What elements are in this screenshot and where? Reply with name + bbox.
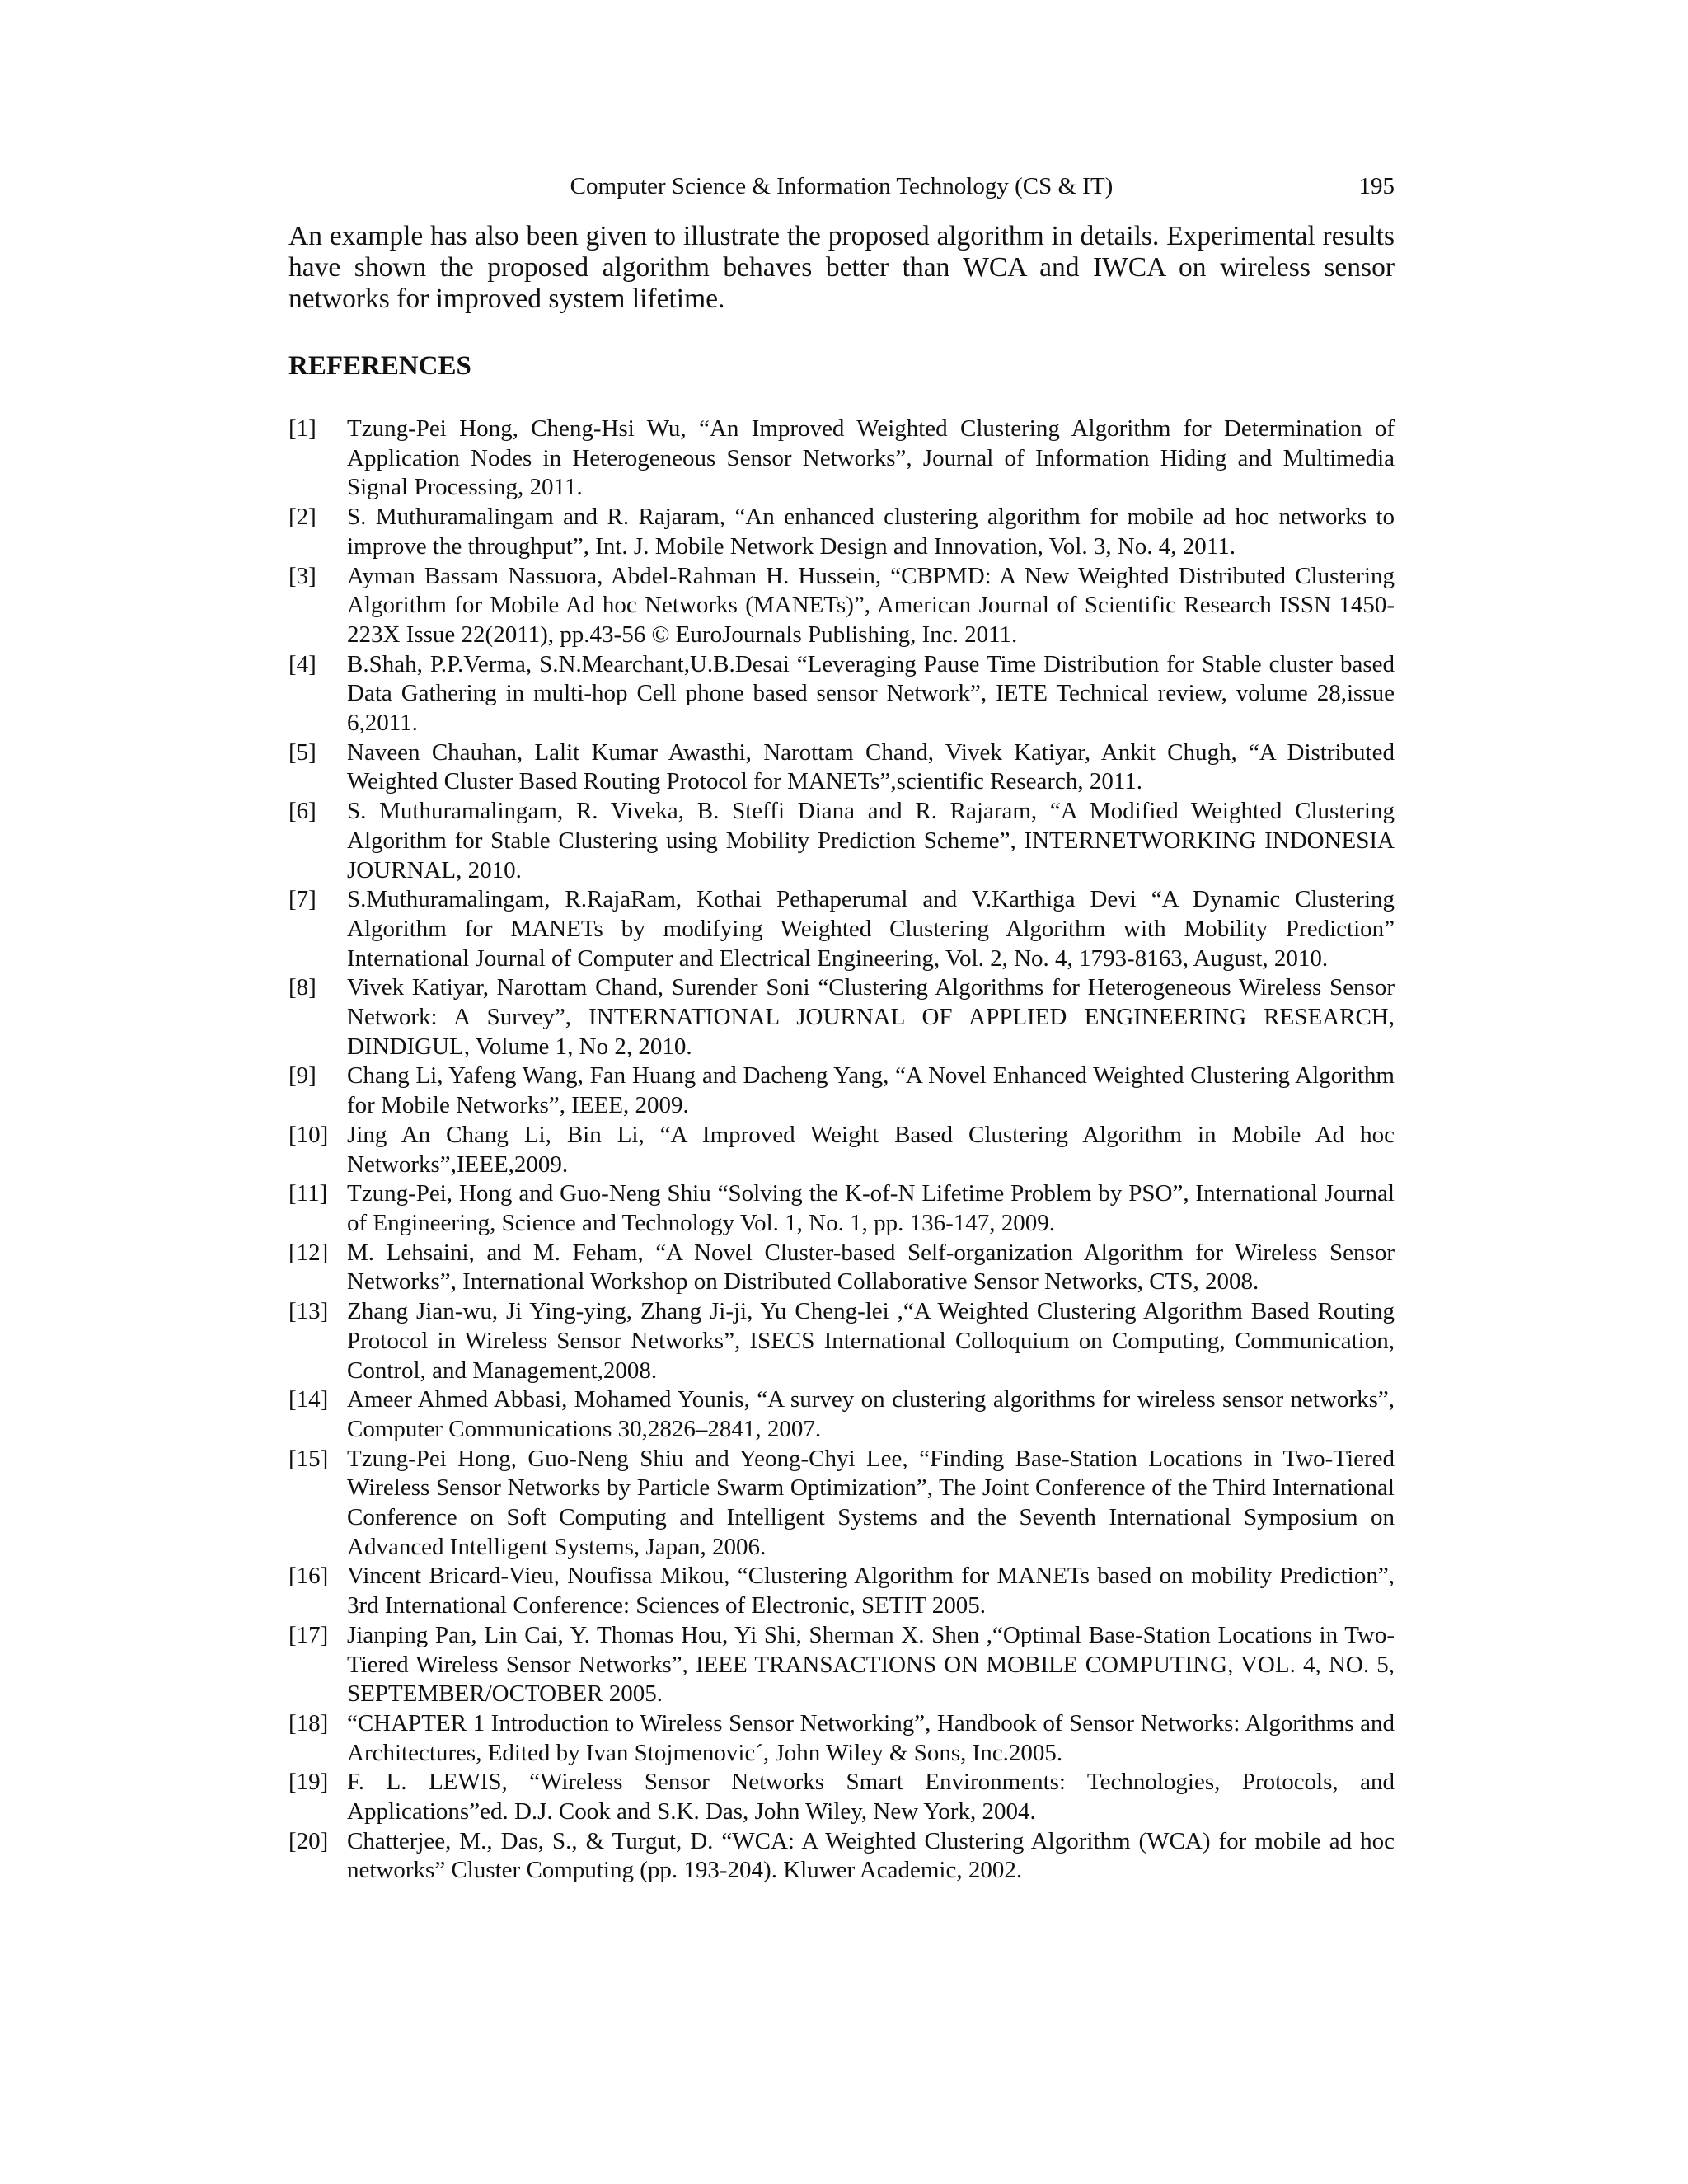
reference-text: Zhang Jian-wu, Ji Ying-ying, Zhang Ji-ji, Yu Cheng-lei ,“A Weighted Clustering Algorithm Based Routing Protocol in Wireless Sensor Networks”, ISECS International Colloquium on Computing, Communication, Control, and Management,2008.: [347, 1298, 1395, 1384]
reference-item: [288, 1062, 1395, 1120]
reference-item: [288, 1621, 1395, 1709]
reference-text: Vincent Bricard-Vieu, Noufissa Mikou, “Clustering Algorithm for MANETs based on mobility Prediction”, 3rd International Conference: Sciences of Electronic, SETIT 2005.: [347, 1563, 1395, 1619]
reference-item: [288, 562, 1395, 650]
reference-number: [17]: [288, 1621, 329, 1648]
reference-item: [288, 1562, 1395, 1620]
intro-paragraph: An example has also been given to illustrate the proposed algorithm in details. Experimental results have shown the proposed algorithm behaves better than WCA and IWCA on wireless sensor networks for improved system lifetime.: [288, 221, 1395, 314]
reference-number: [14]: [288, 1386, 329, 1413]
reference-item: [288, 738, 1395, 797]
reference-text: Chatterjee, M., Das, S., & Turgut, D. “WCA: A Weighted Clustering Algorithm (WCA) for mobile ad hoc networks” Cluster Computing (pp. 193-204). Kluwer Academic, 2002.: [347, 1827, 1395, 1884]
reference-text: Ameer Ahmed Abbasi, Mohamed Younis, “A survey on clustering algorithms for wireless sensor networks”, Computer Communications 30,2826–2841, 2007.: [347, 1386, 1395, 1442]
reference-text: Tzung-Pei, Hong and Guo-Neng Shiu “Solving the K-of-N Lifetime Problem by PSO”, International Journal of Engineering, Science and Technology Vol. 1, No. 1, pp. 136-147, 2009.: [347, 1180, 1395, 1236]
reference-text: S.Muthuramalingam, R.RajaRam, Kothai Pethaperumal and V.Karthiga Devi “A Dynamic Clustering Algorithm for MANETs by modifying Weighted Clustering Algorithm with Mobility Prediction” International Journal of Computer and Electrical Engineering, Vol. 2, No. 4, 1793-8163, August, 2010.: [347, 886, 1395, 972]
page-number: 195: [1358, 173, 1395, 199]
reference-number: [4]: [288, 650, 316, 677]
reference-number: [1]: [288, 415, 316, 442]
reference-number: [7]: [288, 886, 316, 913]
reference-number: [8]: [288, 974, 316, 1001]
reference-number: [6]: [288, 798, 316, 825]
reference-item: [288, 415, 1395, 503]
reference-text: Naveen Chauhan, Lalit Kumar Awasthi, Narottam Chand, Vivek Katiyar, Ankit Chugh, “A Distributed Weighted Cluster Based Routing Protocol for MANETs”,scientific Research, 2011.: [347, 738, 1395, 795]
reference-item: [288, 503, 1395, 561]
reference-number: [5]: [288, 738, 316, 766]
reference-number: [2]: [288, 504, 316, 531]
reference-number: [11]: [288, 1180, 328, 1207]
reference-item: [288, 973, 1395, 1062]
reference-item: [288, 1239, 1395, 1297]
reference-number: [10]: [288, 1121, 329, 1148]
reference-item: [288, 1385, 1395, 1444]
references-heading: REFERENCES: [288, 351, 471, 381]
reference-text: “CHAPTER 1 Introduction to Wireless Sensor Networking”, Handbook of Sensor Networks: Algorithms and Architectures, Edited by Ivan Stojmenovic´, John Wiley & Sons, Inc.2005.: [347, 1709, 1395, 1766]
reference-number: [13]: [288, 1298, 329, 1325]
reference-item: [288, 1827, 1395, 1886]
reference-item: [288, 1445, 1395, 1563]
reference-item: [288, 1121, 1395, 1179]
reference-text: Chang Li, Yafeng Wang, Fan Huang and Dacheng Yang, “A Novel Enhanced Weighted Clustering Algorithm for Mobile Networks”, IEEE, 2009.: [347, 1062, 1395, 1119]
reference-number: [15]: [288, 1445, 329, 1472]
reference-text: Jianping Pan, Lin Cai, Y. Thomas Hou, Yi Shi, Sherman X. Shen ,“Optimal Base-Station Locations in Two-Tiered Wireless Sensor Networks”, IEEE TRANSACTIONS ON MOBILE COMPUTING, VOL. 4, NO. 5, SEPTEMBER/OCTOBER 2005.: [347, 1621, 1395, 1708]
reference-item: [288, 797, 1395, 885]
reference-item: [288, 1297, 1395, 1385]
reference-text: Tzung-Pei Hong, Cheng-Hsi Wu, “An Improved Weighted Clustering Algorithm for Determination of Application Nodes in Heterogeneous Sensor Networks”, Journal of Information Hiding and Multimedia Signal Processing, 2011.: [347, 415, 1395, 501]
reference-number: [3]: [288, 562, 316, 589]
reference-text: B.Shah, P.P.Verma, S.N.Mearchant,U.B.Desai “Leveraging Pause Time Distribution for Stable cluster based Data Gathering in multi-hop Cell phone based sensor Network”, IETE Technical review, volume 28,issue 6,2011.: [347, 650, 1395, 737]
reference-text: Ayman Bassam Nassuora, Abdel-Rahman H. Hussein, “CBPMD: A New Weighted Distributed Clustering Algorithm for Mobile Ad hoc Networks (MANETs)”, American Journal of Scientific Research ISSN 1450-223X Issue 22(2011), pp.43-56 © EuroJournals Publishing, Inc. 2011.: [347, 562, 1395, 648]
reference-text: F. L. LEWIS, “Wireless Sensor Networks Smart Environments: Technologies, Protocols, and Applications”ed. D.J. Cook and S.K. Das, John Wiley, New York, 2004.: [347, 1769, 1395, 1825]
reference-number: [9]: [288, 1062, 316, 1090]
reference-text: S. Muthuramalingam and R. Rajaram, “An enhanced clustering algorithm for mobile ad hoc networks to improve the throughput”, Int. J. Mobile Network Design and Innovation, Vol. 3, No. 4, 2011.: [347, 504, 1395, 560]
reference-text: S. Muthuramalingam, R. Viveka, B. Steffi Diana and R. Rajaram, “A Modified Weighted Clustering Algorithm for Stable Clustering using Mobility Prediction Scheme”, INTERNETWORKING INDONESIA JOURNAL, 2010.: [347, 798, 1395, 883]
reference-text: M. Lehsaini, and M. Feham, “A Novel Cluster-based Self-organization Algorithm for Wireless Sensor Networks”, International Workshop on Distributed Collaborative Sensor Networks, CTS, 2008.: [347, 1239, 1395, 1296]
journal-title: Computer Science & Information Technology (CS & IT): [570, 173, 1114, 199]
reference-number: [19]: [288, 1769, 329, 1796]
reference-item: [288, 885, 1395, 973]
reference-item: [288, 1179, 1395, 1238]
reference-text: Tzung-Pei Hong, Guo-Neng Shiu and Yeong-Chyi Lee, “Finding Base-Station Locations in Two-Tiered Wireless Sensor Networks by Particle Swarm Optimization”, The Joint Conference of the Third International Conference on Soft Computing and Intelligent Systems and the Seventh International Symposium on Advanced Intelligent Systems, Japan, 2006.: [347, 1445, 1395, 1560]
reference-text: Jing An Chang Li, Bin Li, “A Improved Weight Based Clustering Algorithm in Mobile Ad hoc Networks”,IEEE,2009.: [347, 1121, 1395, 1178]
reference-number: [16]: [288, 1563, 329, 1590]
reference-text: Vivek Katiyar, Narottam Chand, Surender Soni “Clustering Algorithms for Heterogeneous Wireless Sensor Network: A Survey”, INTERNATIONAL JOURNAL OF APPLIED ENGINEERING RESEARCH, DINDIGUL, Volume 1, No 2, 2010.: [347, 974, 1395, 1060]
reference-number: [18]: [288, 1709, 329, 1736]
reference-number: [12]: [288, 1239, 329, 1266]
reference-list: [288, 415, 1395, 1886]
running-header: [288, 170, 1395, 203]
reference-item: [288, 1768, 1395, 1826]
reference-number: [20]: [288, 1827, 329, 1854]
reference-item: [288, 1709, 1395, 1768]
reference-item: [288, 650, 1395, 738]
